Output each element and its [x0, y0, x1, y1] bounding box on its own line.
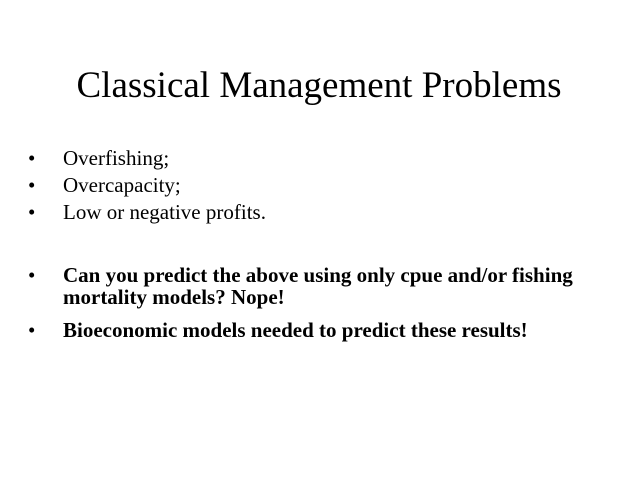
bullet-text: Bioeconomic models needed to predict these results!: [63, 318, 528, 342]
bullet-icon: •: [28, 173, 36, 197]
bullet-item-low-profits: [28, 201, 618, 223]
bullet-item-overcapacity: [28, 174, 618, 196]
bullet-item-predict-question: [28, 264, 618, 308]
bullet-item-bioeconomic-models: [28, 319, 618, 341]
bullet-icon: •: [28, 146, 36, 170]
bullet-text: Low or negative profits.: [63, 200, 266, 224]
bullet-icon: •: [28, 263, 36, 287]
bullet-icon: •: [28, 200, 36, 224]
bullet-item-overfishing: [28, 147, 618, 169]
slide-title: Classical Management Problems: [76, 65, 562, 106]
bullet-text: Can you predict the above using only cpue and/or fishing mortality models? Nope!: [63, 263, 573, 309]
bullet-icon: •: [28, 318, 36, 342]
bullet-text: Overfishing;: [63, 146, 170, 170]
bullet-text: Overcapacity;: [63, 173, 181, 197]
